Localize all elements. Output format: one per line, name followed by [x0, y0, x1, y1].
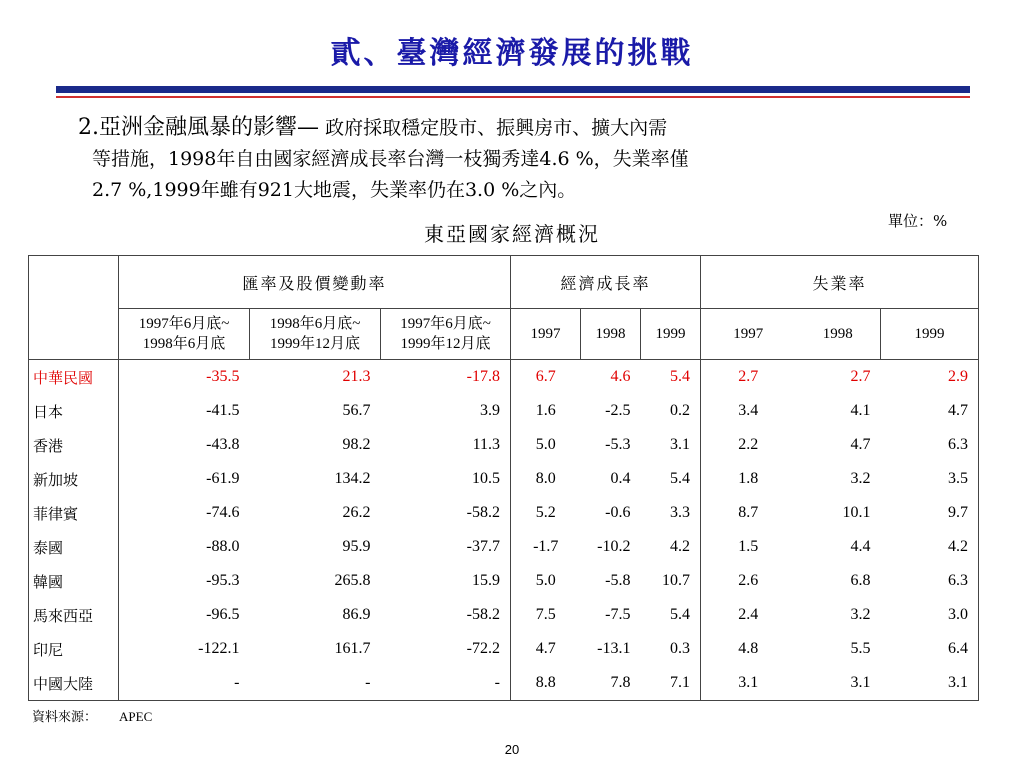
header-growth: 經濟成長率 [511, 256, 701, 309]
value-cell: 5.4 [641, 360, 701, 395]
value-cell: 5.4 [641, 598, 701, 632]
value-cell: -122.1 [198, 640, 240, 657]
value-cell: -61.9 [206, 470, 240, 487]
table-row [29, 598, 979, 632]
table-row [29, 564, 979, 598]
value-cell: 5.4 [641, 462, 701, 496]
value-cell: 0.2 [641, 394, 701, 428]
value-cell: 6.3 [881, 428, 979, 462]
value-cell: -10.2 [597, 538, 631, 555]
value-cell: 1.5 [738, 538, 759, 555]
value-cell: 4.8 [738, 640, 759, 657]
body-paragraph [78, 112, 978, 206]
value-cell: 6.8 [850, 572, 871, 589]
subheader-period-3-end: 1999年12月底 [400, 336, 491, 352]
value-cell: 56.7 [342, 402, 371, 419]
value-cell: -35.5 [119, 360, 250, 395]
value-cell: 2.4 [738, 606, 759, 623]
subheader-period-1-start: 1997年6月底~ [138, 316, 230, 332]
value-cell: 7.5 [535, 606, 556, 623]
table-row [29, 462, 979, 496]
subheader-unemp-1997: 1997 [701, 309, 796, 360]
subheader-period-1 [119, 309, 250, 360]
value-cell: 3.1 [701, 666, 796, 701]
paragraph-lead: 亞洲金融風暴的影響— [99, 115, 320, 140]
value-cell: -88.0 [206, 538, 240, 555]
value-cell: -96.5 [206, 606, 240, 623]
value-cell: -43.8 [206, 436, 240, 453]
paragraph-number: 2. [78, 115, 99, 140]
value-cell: 8.7 [738, 504, 759, 521]
table-row [29, 360, 979, 395]
country-cell: 韓國 [29, 564, 119, 598]
header-corner [29, 256, 119, 309]
value-cell: 4.1 [850, 402, 871, 419]
value-cell: 2.2 [738, 436, 759, 453]
value-cell: 4.7 [535, 640, 556, 657]
value-cell: 3.1 [881, 666, 979, 701]
value-cell: 0.3 [641, 632, 701, 666]
value-cell: 0.4 [610, 470, 631, 487]
country-cell: 日本 [29, 394, 119, 428]
value-cell: -41.5 [206, 402, 240, 419]
value-cell: 5.0 [535, 572, 556, 589]
subheader-period-2 [250, 309, 381, 360]
value-cell: 21.3 [250, 360, 381, 395]
value-cell: 11.3 [381, 428, 511, 462]
value-cell: -2.5 [605, 402, 631, 419]
value-cell: 6.7 [511, 360, 581, 395]
source-value: APEC [119, 709, 153, 724]
value-cell: 6.4 [881, 632, 979, 666]
value-cell: 3.1 [641, 428, 701, 462]
value-cell: - [381, 666, 511, 701]
subheader-period-1-end: 1998年6月底 [142, 336, 226, 352]
page-number: 20 [504, 742, 520, 757]
value-cell: 95.9 [342, 538, 371, 555]
value-cell: 161.7 [334, 640, 371, 657]
table-row [29, 632, 979, 666]
value-cell: -58.2 [381, 598, 511, 632]
paragraph-line-2: 等措施，1998年自由國家經濟成長率台灣一枝獨秀達4.6 %，失業率僅 [92, 148, 689, 170]
table-row [29, 428, 979, 462]
table-row [29, 496, 979, 530]
value-cell: 10.1 [842, 504, 871, 521]
value-cell: -95.3 [206, 572, 240, 589]
subheader-period-2-start: 1998年6月底~ [269, 316, 361, 332]
value-cell: -7.5 [605, 606, 631, 623]
value-cell: 2.7 [796, 360, 881, 395]
value-cell: 5.5 [850, 640, 871, 657]
value-cell: 1.8 [738, 470, 759, 487]
subheader-growth-1999: 1999 [641, 309, 701, 360]
unit-label: 單位：% [888, 212, 948, 230]
subheader-period-3 [381, 309, 511, 360]
value-cell: 10.7 [641, 564, 701, 598]
value-cell: -72.2 [381, 632, 511, 666]
value-cell: 134.2 [334, 470, 371, 487]
header-unemployment: 失業率 [701, 256, 979, 309]
country-cell: 菲律賓 [29, 496, 119, 530]
title-rule-accent [56, 96, 970, 98]
value-cell: -5.8 [605, 572, 631, 589]
value-cell: -0.6 [605, 504, 631, 521]
value-cell: -74.6 [206, 504, 240, 521]
country-cell: 中國大陸 [29, 666, 119, 701]
country-cell: 印尼 [29, 632, 119, 666]
value-cell: 3.2 [850, 606, 871, 623]
economy-table [28, 255, 979, 701]
value-cell: 5.0 [535, 436, 556, 453]
subheader-period-2-end: 1999年12月底 [269, 336, 360, 352]
value-cell: 7.8 [581, 666, 641, 701]
subheader-growth-1998: 1998 [581, 309, 641, 360]
value-cell: 5.2 [535, 504, 556, 521]
value-cell: 2.9 [881, 360, 979, 395]
value-cell: 4.2 [881, 530, 979, 564]
subheader-unemp-1998: 1998 [796, 309, 881, 360]
value-cell: 1.6 [535, 402, 556, 419]
value-cell: 7.1 [641, 666, 701, 701]
value-cell: 6.3 [881, 564, 979, 598]
value-cell: 3.2 [850, 470, 871, 487]
subheader-unemp-1999: 1999 [881, 309, 979, 360]
value-cell: - [250, 666, 381, 701]
value-cell: 3.4 [738, 402, 759, 419]
table-row [29, 394, 979, 428]
value-cell: 3.9 [381, 394, 511, 428]
table-row [29, 530, 979, 564]
value-cell: -5.3 [605, 436, 631, 453]
value-cell: 3.5 [881, 462, 979, 496]
paragraph-line-3: 2.7 %,1999年雖有921大地震，失業率仍在3.0 %之內。 [92, 179, 577, 201]
value-cell: 8.8 [511, 666, 581, 701]
header-corner-lower [29, 309, 119, 360]
value-cell: 4.2 [641, 530, 701, 564]
value-cell: 3.0 [881, 598, 979, 632]
paragraph-line-1 [78, 112, 978, 144]
source-label: 資料來源： [32, 710, 98, 725]
subheader-period-3-start: 1997年6月底~ [400, 316, 491, 332]
value-cell: -13.1 [597, 640, 631, 657]
table-row [29, 666, 979, 701]
value-cell: 3.1 [796, 666, 881, 701]
value-cell: 8.0 [535, 470, 556, 487]
value-cell: 4.6 [581, 360, 641, 395]
value-cell: 4.7 [881, 394, 979, 428]
title-rule [56, 86, 970, 93]
value-cell: - [119, 666, 250, 701]
value-cell: 2.6 [738, 572, 759, 589]
value-cell: 3.3 [641, 496, 701, 530]
value-cell: 4.7 [850, 436, 871, 453]
source-note [32, 706, 152, 725]
country-cell: 新加坡 [29, 462, 119, 496]
paragraph-line1-text: 政府採取穩定股市、振興房市、擴大內需 [325, 117, 668, 139]
value-cell: 2.7 [701, 360, 796, 395]
value-cell: 4.4 [850, 538, 871, 555]
value-cell: -17.8 [381, 360, 511, 395]
slide-title: 貳、臺灣經濟發展的挑戰 [330, 36, 694, 71]
value-cell: 9.7 [881, 496, 979, 530]
value-cell: -37.7 [381, 530, 511, 564]
value-cell: 26.2 [342, 504, 371, 521]
country-cell: 馬來西亞 [29, 598, 119, 632]
table-caption: 東亞國家經濟概況 [424, 222, 600, 246]
value-cell: 15.9 [381, 564, 511, 598]
header-exchange: 匯率及股價變動率 [119, 256, 511, 309]
value-cell: 86.9 [342, 606, 371, 623]
value-cell: -58.2 [381, 496, 511, 530]
value-cell: 265.8 [334, 572, 371, 589]
country-cell: 香港 [29, 428, 119, 462]
value-cell: 98.2 [342, 436, 371, 453]
value-cell: -1.7 [533, 538, 559, 555]
country-cell: 中華民國 [29, 360, 119, 395]
country-cell: 泰國 [29, 530, 119, 564]
subheader-growth-1997: 1997 [511, 309, 581, 360]
value-cell: 10.5 [381, 462, 511, 496]
